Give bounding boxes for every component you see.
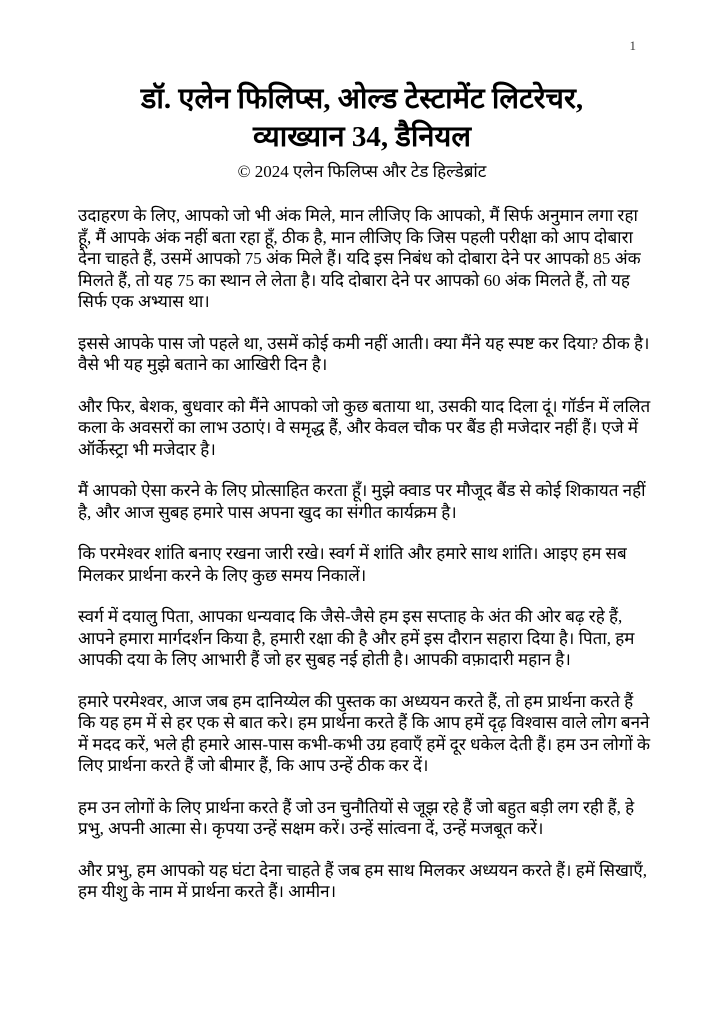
- title-block: [0, 0, 724, 183]
- paragraph: और प्रभु, हम आपको यह घंटा देना चाहते हैं जब हम साथ मिलकर अध्ययन करते हैं। हमें सिखाएँ, हम यीशु के नाम में प्रार्थना करते हैं। आमीन।: [78, 860, 647, 901]
- paragraph: इससे आपके पास जो पहले था, उसमें कोई कमी नहीं आती। क्या मैंने यह स्पष्ट कर दिया? ठीक है। वैसे भी यह मुझे बताने का आखिरी दिन है।: [78, 333, 650, 374]
- paragraph: मैं आपको ऐसा करने के लिए प्रोत्साहित करता हूँ। मुझे क्वाड पर मौजूद बैंड से कोई शिकायत नहीं है, और आज सुबह हमारे पास अपना खुद का संगीत कार्यक्रम है।: [78, 481, 646, 522]
- paragraph: कि परमेश्वर शांति बनाए रखना जारी रखे। स्वर्ग में शांति और हमारे साथ शांति। आइए हम सब मिलकर प्रार्थना करने के लिए कुछ समय निकालें।: [78, 544, 627, 585]
- paragraph: उदाहरण के लिए, आपको जो भी अंक मिले, मान लीजिए कि आपको, मैं सिर्फ अनुमान लगा रहा हूँ, मैं आपके अंक नहीं बता रहा हूँ, ठीक है, मान लीजिए कि जिस पहली परीक्षा को आप दोबारा देना चाहते हैं, उसमें आपको 75 अंक मिले हैं। यदि इस निबंध को दोबारा देने पर आपको 85 अंक मिलते हैं, तो यह 75 का स्थान ले लेता है। यदि दोबारा देने पर आपको 60 अंक मिलते हैं, तो यह सिर्फ एक अभ्यास था।: [78, 206, 641, 311]
- document-body: [78, 205, 652, 903]
- document-title: [0, 80, 724, 156]
- paragraph: हमारे परमेश्वर, आज जब हम दानिय्येल की पुस्तक का अध्ययन करते हैं, तो हम प्रार्थना करते हैं कि यह हम में से हर एक से बात करे। हम प्रार्थना करते हैं कि आप हमें दृढ़ विश्वास वाले लोग बनने में मदद करें, भले ही हमारे आस-पास कभी-कभी उग्र हवाएँ हमें दूर धकेल देती हैं। हम उन लोगों के लिए प्रार्थना करते हैं जो बीमार हैं, कि आप उन्हें ठीक कर दें।: [78, 691, 651, 775]
- paragraph: स्वर्ग में दयालु पिता, आपका धन्यवाद कि जैसे-जैसे हम इस सप्ताह के अंत की ओर बढ़ रहे हैं, आपने हमारा मार्गदर्शन किया है, हमारी रक्षा की है और हमें इस दौरान सहारा दिया है। पिता, हम आपकी दया के लिए आभारी हैं जो हर सुबह नई होती है। आपकी वफ़ादारी महान है।: [78, 607, 635, 669]
- paragraph: और फिर, बेशक, बुधवार को मैंने आपको जो कुछ बताया था, उसकी याद दिला दूं। गॉर्डन में ललित कला के अवसरों का लाभ उठाएं। वे समृद्ध हैं, और केवल चौक पर बैंड ही मजेदार नहीं हैं। एजे में ऑर्केस्ट्रा भी मजेदार है।: [78, 396, 651, 459]
- paragraph: हम उन लोगों के लिए प्रार्थना करते हैं जो उन चुनौतियों से जूझ रहे हैं जो बहुत बड़ी लग रही हैं, हे प्रभु, अपनी आत्मा से। कृपया उन्हें सक्षम करें। उन्हें सांत्वना दें, उन्हें मजबूत करें।: [78, 797, 635, 838]
- title-line-2: व्याख्यान 34, डैनियल: [253, 121, 471, 153]
- title-line-1: डॉ. एलेन फिलिप्स, ओल्ड टेस्टामेंट लिटरेचर,: [140, 83, 584, 115]
- page-number: 1: [629, 38, 636, 53]
- copyright-line: © 2024 एलेन फिलिप्स और टेड हिल्डेब्रांट: [237, 162, 487, 181]
